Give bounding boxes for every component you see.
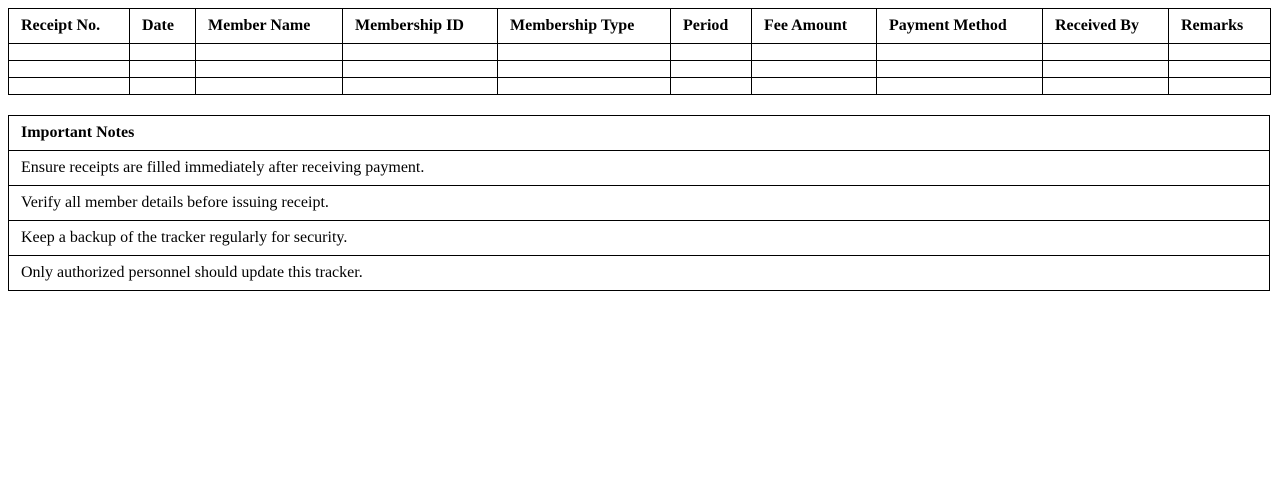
table-cell[interactable]	[196, 61, 343, 78]
column-header-period: Period	[671, 9, 752, 44]
table-cell[interactable]	[130, 78, 196, 95]
column-header-member-name: Member Name	[196, 9, 343, 44]
column-header-receipt-no: Receipt No.	[9, 9, 130, 44]
column-header-remarks: Remarks	[1169, 9, 1271, 44]
table-header-row	[9, 9, 1271, 44]
table-cell[interactable]	[1169, 78, 1271, 95]
table-cell[interactable]	[196, 44, 343, 61]
table-cell[interactable]	[9, 44, 130, 61]
table-cell[interactable]	[196, 78, 343, 95]
table-cell[interactable]	[9, 61, 130, 78]
note-item: Verify all member details before issuing receipt.	[9, 186, 1270, 221]
note-item: Only authorized personnel should update this tracker.	[9, 256, 1270, 291]
table-cell[interactable]	[343, 61, 498, 78]
table-cell[interactable]	[1169, 61, 1271, 78]
table-cell[interactable]	[877, 61, 1043, 78]
column-header-membership-id: Membership ID	[343, 9, 498, 44]
table-cell[interactable]	[343, 78, 498, 95]
notes-header-row	[9, 116, 1270, 151]
table-cell[interactable]	[1043, 61, 1169, 78]
table-row	[9, 44, 1271, 61]
table-cell[interactable]	[343, 44, 498, 61]
table-cell[interactable]	[671, 61, 752, 78]
table-cell[interactable]	[130, 61, 196, 78]
important-notes-table	[8, 115, 1270, 291]
table-cell[interactable]	[1169, 44, 1271, 61]
table-cell[interactable]	[498, 44, 671, 61]
column-header-received-by: Received By	[1043, 9, 1169, 44]
note-item: Ensure receipts are filled immediately after receiving payment.	[9, 151, 1270, 186]
table-cell[interactable]	[752, 78, 877, 95]
column-header-membership-type: Membership Type	[498, 9, 671, 44]
column-header-payment-method: Payment Method	[877, 9, 1043, 44]
notes-row	[9, 256, 1270, 291]
table-cell[interactable]	[671, 44, 752, 61]
table-cell[interactable]	[877, 44, 1043, 61]
notes-row	[9, 151, 1270, 186]
table-cell[interactable]	[671, 78, 752, 95]
receipt-tracker-table	[8, 8, 1271, 95]
notes-title: Important Notes	[9, 116, 1270, 151]
table-cell[interactable]	[498, 61, 671, 78]
table-cell[interactable]	[752, 61, 877, 78]
table-cell[interactable]	[1043, 44, 1169, 61]
table-cell[interactable]	[877, 78, 1043, 95]
column-header-date: Date	[130, 9, 196, 44]
column-header-fee-amount: Fee Amount	[752, 9, 877, 44]
notes-row	[9, 221, 1270, 256]
note-item: Keep a backup of the tracker regularly for security.	[9, 221, 1270, 256]
table-cell[interactable]	[1043, 78, 1169, 95]
table-row	[9, 78, 1271, 95]
table-cell[interactable]	[9, 78, 130, 95]
table-cell[interactable]	[130, 44, 196, 61]
notes-row	[9, 186, 1270, 221]
table-cell[interactable]	[498, 78, 671, 95]
table-cell[interactable]	[752, 44, 877, 61]
table-row	[9, 61, 1271, 78]
